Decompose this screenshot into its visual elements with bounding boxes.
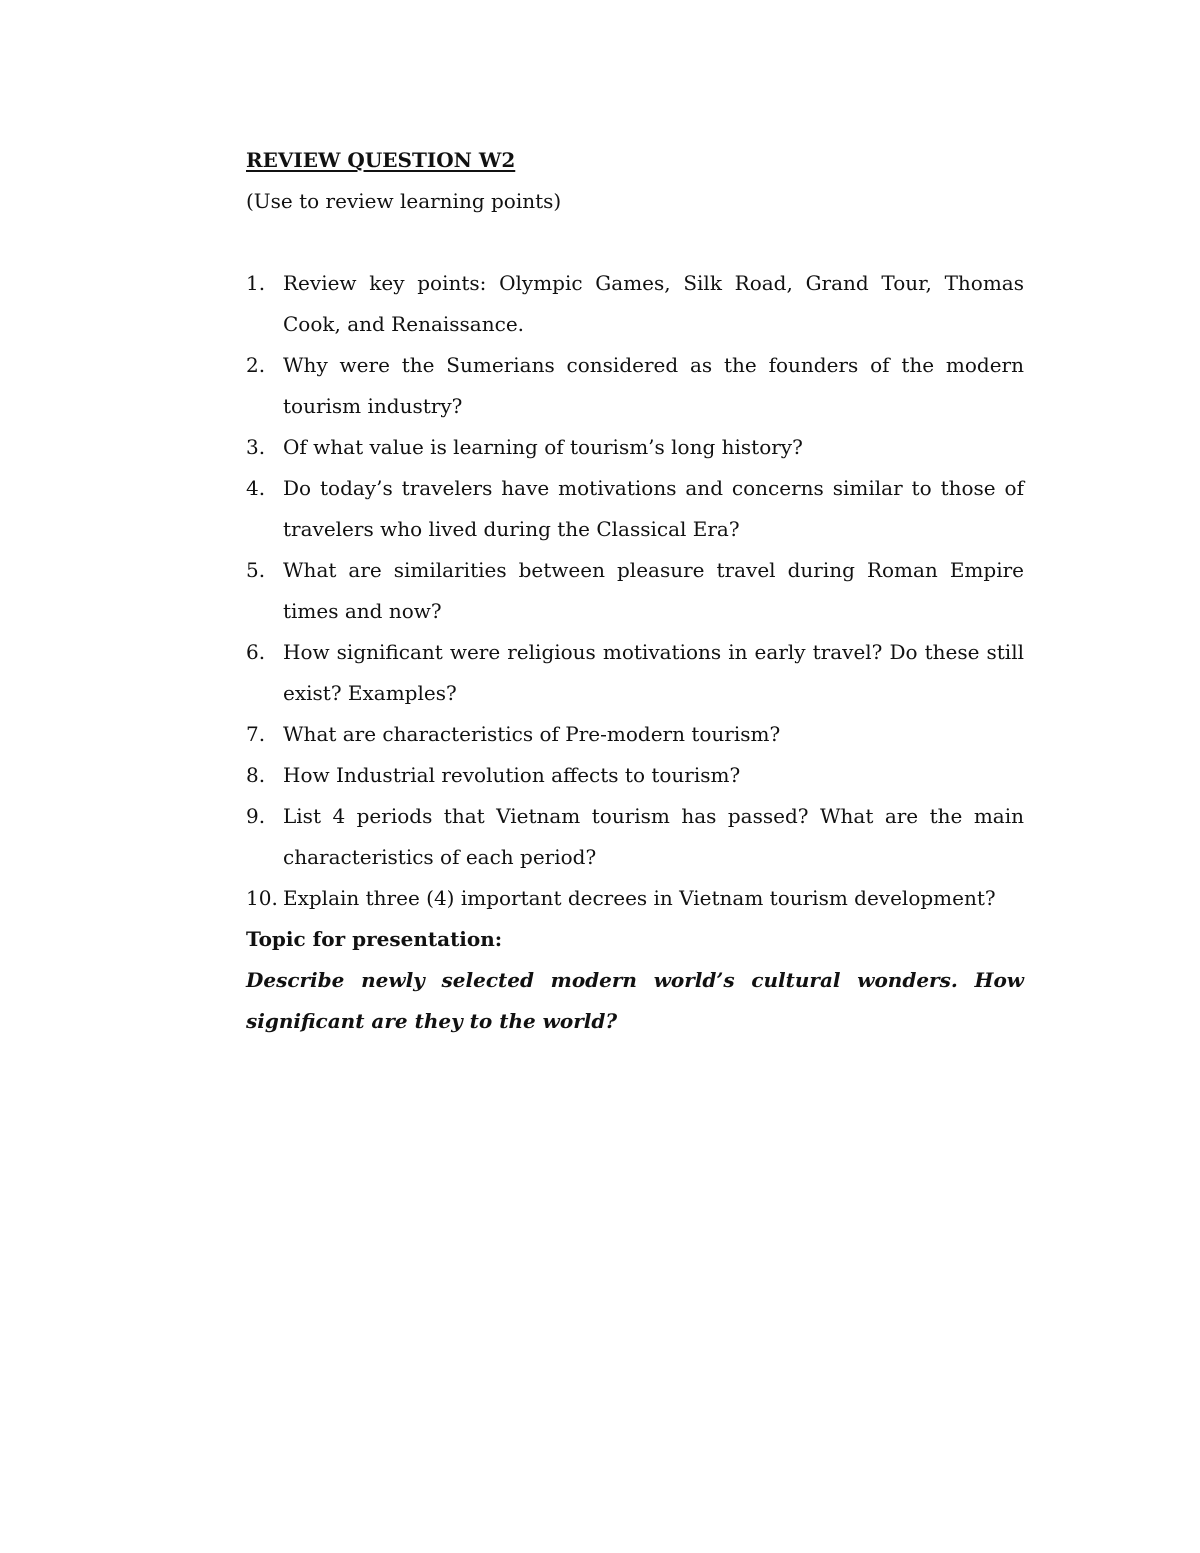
question-item	[246, 755, 1024, 796]
question-item	[246, 714, 1024, 755]
question-text: List 4 periods that Vietnam tourism has passed? What are the main characteristics of each period?	[283, 804, 1024, 869]
question-item	[246, 263, 1024, 345]
question-number: 5.	[246, 558, 266, 582]
document-subtitle: (Use to review learning points)	[246, 189, 562, 213]
question-number: 4.	[246, 476, 266, 500]
topic-heading: Topic for presentation:	[246, 927, 503, 951]
question-number: 1.	[246, 271, 266, 295]
document-title: REVIEW QUESTION W2	[246, 148, 516, 172]
question-number: 6.	[246, 640, 266, 664]
question-text: Explain three (4) important decrees in Vietnam tourism development?	[283, 886, 996, 910]
question-text: How significant were religious motivations in early travel? Do these still exist? Examples?	[283, 640, 1024, 705]
question-list	[246, 263, 1024, 919]
question-number: 8.	[246, 763, 266, 787]
question-text: How Industrial revolution affects to tourism?	[283, 763, 741, 787]
question-number: 3.	[246, 435, 266, 459]
question-number: 2.	[246, 353, 266, 377]
document-content	[246, 140, 1024, 1042]
question-number: 7.	[246, 722, 266, 746]
question-item	[246, 550, 1024, 632]
question-text: Of what value is learning of tourism’s long history?	[283, 435, 803, 459]
question-text: What are similarities between pleasure travel during Roman Empire times and now?	[283, 558, 1024, 623]
question-number: 9.	[246, 804, 266, 828]
question-item	[246, 345, 1024, 427]
question-text: Do today’s travelers have motivations and concerns similar to those of travelers who lived during the Classical Era?	[283, 476, 1024, 541]
question-item	[246, 632, 1024, 714]
question-text: Why were the Sumerians considered as the founders of the modern tourism industry?	[283, 353, 1024, 418]
question-item	[246, 468, 1024, 550]
topic-text: Describe newly selected modern world’s cultural wonders. How significant are they to the world?	[246, 968, 1024, 1033]
question-text: Review key points: Olympic Games, Silk Road, Grand Tour, Thomas Cook, and Renaissance.	[283, 271, 1024, 336]
question-item	[246, 796, 1024, 878]
question-item	[246, 427, 1024, 468]
question-number: 10.	[246, 886, 278, 910]
question-text: What are characteristics of Pre-modern tourism?	[283, 722, 781, 746]
question-item	[246, 878, 1024, 919]
